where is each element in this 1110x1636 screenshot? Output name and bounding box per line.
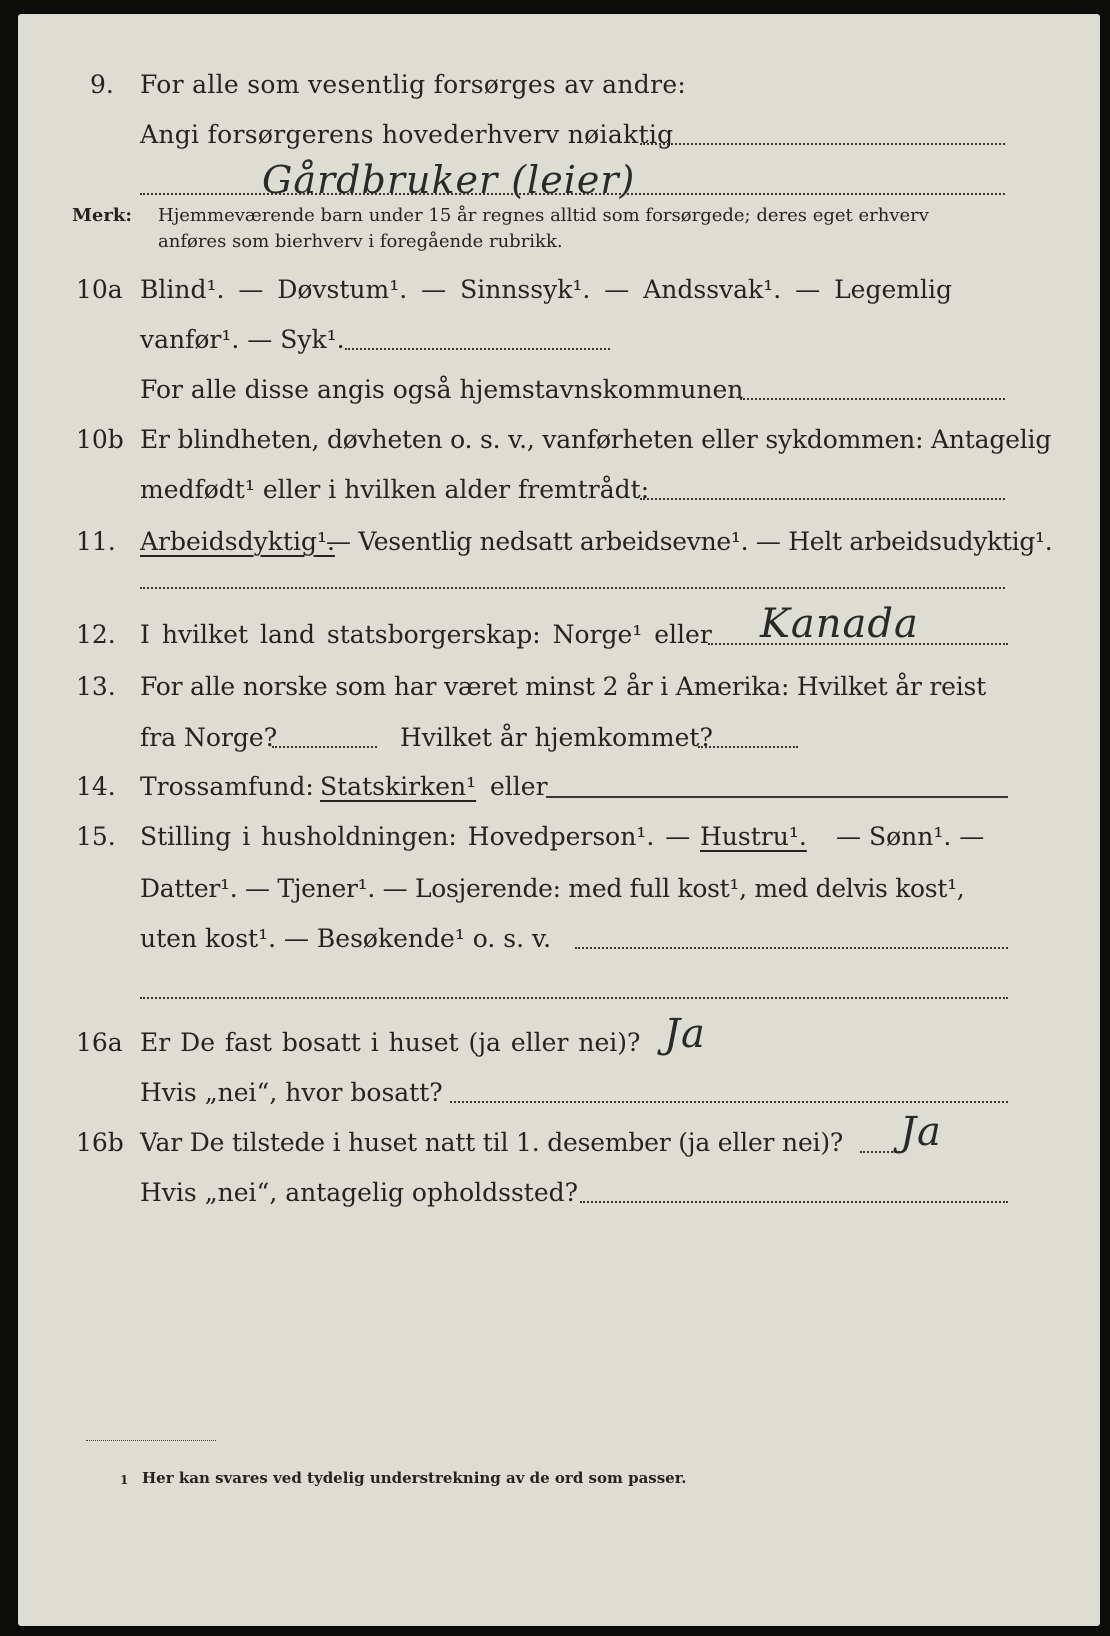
q10b-line2: medfødt¹ eller i hvilken alder fremtrådt: [140, 475, 650, 504]
q16a-line1: Er De fast bosatt i huset (ja eller nei)? [140, 1028, 641, 1057]
q16b-opholdssted-line [580, 1201, 1008, 1203]
q14-number: 14. [76, 772, 116, 801]
q14-suffix: eller [490, 772, 548, 801]
footnote-rule [86, 1440, 216, 1441]
q9-answer-line [140, 193, 1005, 195]
q16a-dotted-line [450, 1101, 1008, 1103]
q9-dotted-line [640, 143, 1005, 145]
q12-handwritten-answer: Kanada [760, 601, 919, 647]
q16b-line1: Var De tilstede i huset natt til 1. desember (ja eller nei)? [140, 1128, 844, 1157]
q15-line1a: Stilling i husholdningen: Hovedperson¹. — [140, 822, 691, 851]
q16a-handwritten-answer: Ja [664, 1011, 706, 1057]
q14-option-statskirken: Statskirken¹ [320, 772, 477, 801]
q15-number: 15. [76, 822, 116, 851]
q16b-dotted-line [860, 1151, 900, 1153]
census-form-page [18, 14, 1100, 1626]
q12-line1: I hvilket land statsborgerskap: Norge¹ eller [140, 620, 712, 649]
q15-line3: uten kost¹. — Besøkende¹ o. s. v. [140, 924, 552, 953]
q10a-line2: vanfør¹. — Syk¹. [140, 325, 345, 354]
q15-dotted-line [575, 947, 1008, 949]
q11-number: 11. [76, 527, 116, 556]
q9-line1: For alle som vesentlig forsørges av andre: [140, 70, 687, 99]
merk-line1: Hjemmeværende barn under 15 år regnes alltid som forsørgede; deres eget erhverv [158, 205, 929, 226]
q10a-hjemstavn-line [740, 398, 1005, 400]
footnote-mark: 1 [120, 1473, 129, 1487]
q10a-number: 10a [76, 275, 123, 304]
q13-line2a: fra Norge? [140, 723, 278, 752]
q13-line1: For alle norske som har været minst 2 år i Amerika: Hvilket år reist [140, 672, 987, 701]
q15-line2: Datter¹. — Tjener¹. — Losjerende: med full kost¹, med delvis kost¹, [140, 874, 965, 903]
q16b-number: 16b [76, 1128, 124, 1157]
q9-number: 9. [90, 70, 114, 99]
q16b-handwritten-answer: Ja [900, 1109, 942, 1155]
q10a-line1: Blind¹. — Døvstum¹. — Sinnssyk¹. — Andssvak¹. — Legemlig [140, 275, 952, 304]
footnote-text: Her kan svares ved tydelig understrekning av de ord som passer. [142, 1469, 687, 1487]
q16a-number: 16a [76, 1028, 123, 1057]
q16b-line2: Hvis „nei“, antagelig opholdssted? [140, 1178, 579, 1207]
q10a-syk-line [345, 348, 610, 350]
q12-number: 12. [76, 620, 116, 649]
q15-option-hustru: Hustru¹. [700, 822, 807, 851]
q10a-line3: For alle disse angis også hjemstavnskommunen [140, 375, 744, 404]
q16a-line2: Hvis „nei“, hvor bosatt? [140, 1078, 443, 1107]
q11-other-options: — Vesentlig nedsatt arbeidsevne¹. — Helt arbeidsudyktig¹. [326, 527, 1053, 556]
q10b-number: 10b [76, 425, 124, 454]
q11-option-arbeidsdyktig: Arbeidsdyktig¹. [140, 527, 335, 556]
q11-dotted-line [140, 587, 1005, 589]
q13-line2b: Hvilket år hjemkommet? [400, 723, 713, 752]
q14-answer-line [546, 796, 1008, 798]
q13-number: 13. [76, 672, 116, 701]
q15-line1c: — Sønn¹. — [836, 822, 985, 851]
q10b-line1: Er blindheten, døvheten o. s. v., vanførheten eller sykdommen: Antagelig [140, 425, 1052, 454]
q13-hjemkommet-line [698, 746, 798, 748]
merk-label: Merk: [72, 205, 132, 226]
q15-answer-line [140, 997, 1008, 999]
q9-handwritten-answer: Gårdbruker (leier) [262, 158, 636, 202]
q9-line2: Angi forsørgerens hovederhverv nøiaktig [140, 120, 674, 149]
q10b-dotted-line [640, 498, 1005, 500]
q13-reist-line [272, 746, 377, 748]
q14-prefix: Trossamfund: [140, 772, 314, 801]
merk-line2: anføres som bierhverv i foregående rubrikk. [158, 231, 563, 252]
